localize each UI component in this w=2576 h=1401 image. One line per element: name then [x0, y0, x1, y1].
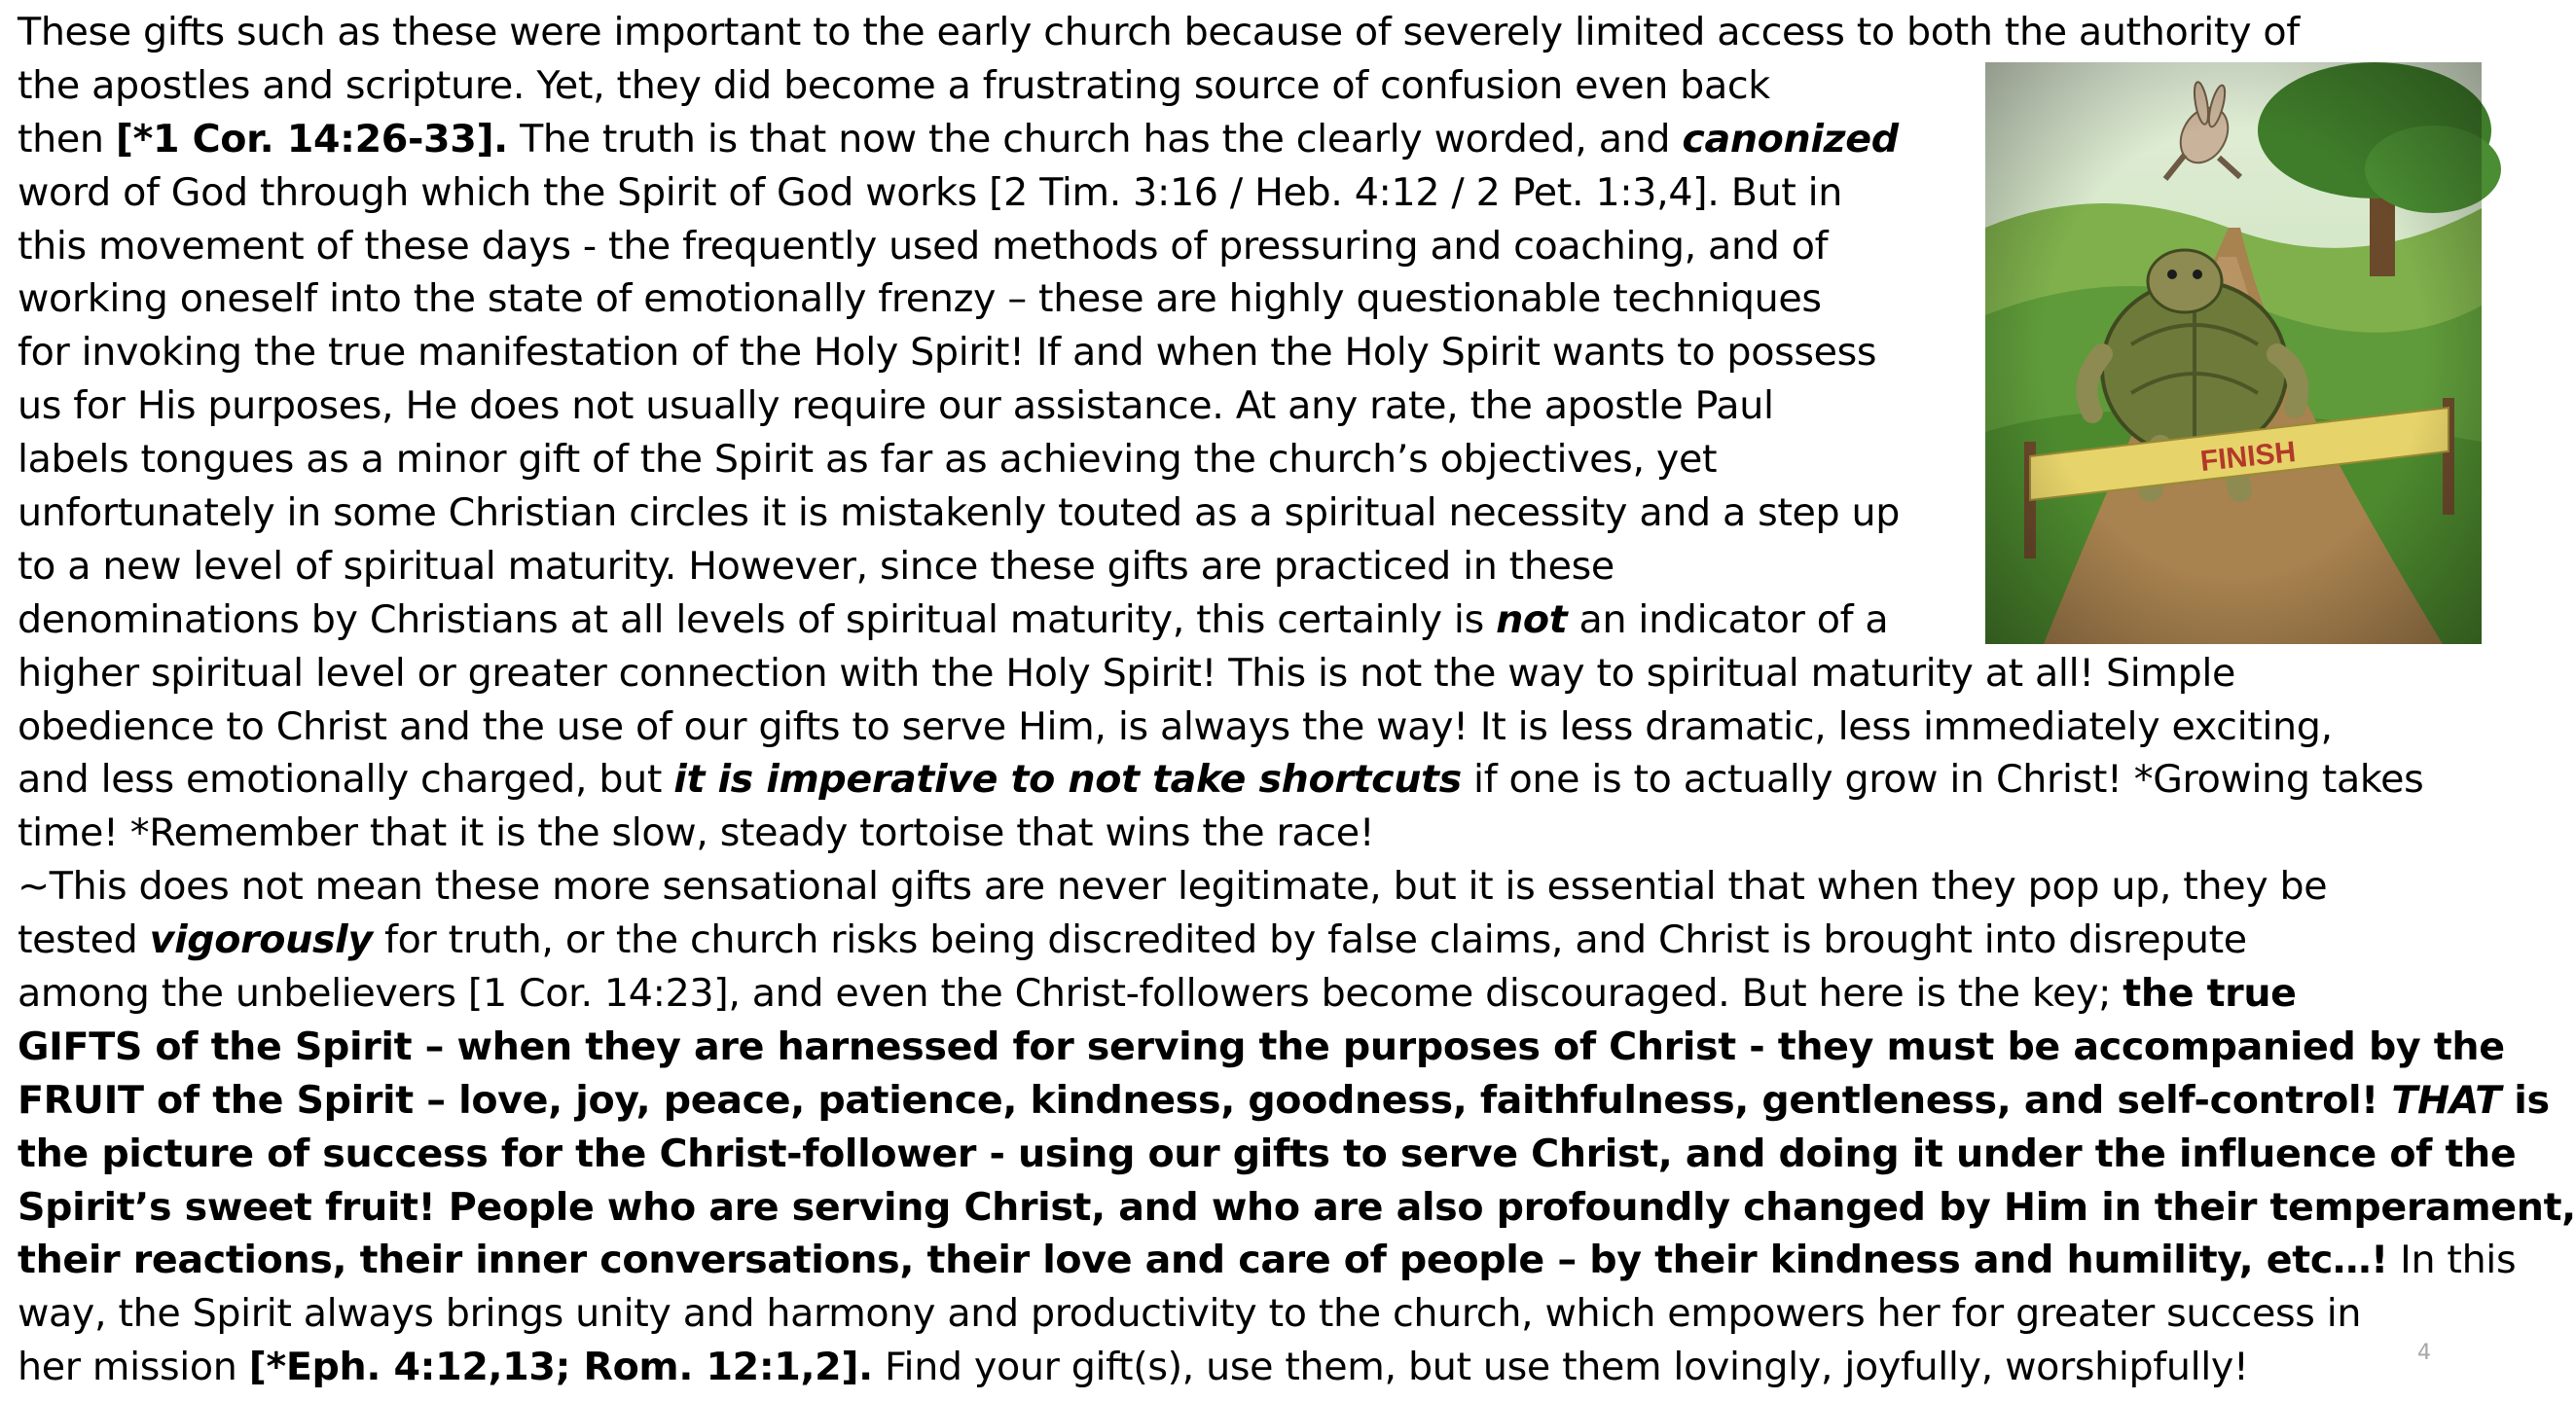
text-line: [18, 807, 2480, 860]
text-run: GIFTS of the Spirit – when they are harnessed for serving the purposes of Christ - they must be accompanied by the: [18, 1024, 2505, 1069]
text-run: and less emotionally charged, but: [18, 757, 674, 803]
text-run: us for His purposes, He does not usually require our assistance. At any rate, the apostle Paul: [18, 383, 1774, 429]
text-run: [150, 917, 373, 962]
text-run: the apostles and scripture. Yet, they did become a frustrating source of confusion even back: [18, 62, 1770, 108]
text-run: The truth is that now the church has the clearly worded, and: [507, 116, 1683, 162]
text-run: for invoking the true manifestation of the Holy Spirit! If and when the Holy Spirit wants to possess: [18, 330, 1877, 376]
page-number: 4: [2417, 1341, 2431, 1365]
text-run: the true: [2122, 971, 2297, 1017]
text-run: Find your gift(s), use them, but use them lovingly, joyfully, worshipfully!: [872, 1345, 2249, 1390]
text-run: These gifts such as these were important to the early church because of severely limited access to both the authority of: [18, 10, 2300, 54]
text-line: [18, 1181, 2576, 1235]
text-line: [18, 1074, 2550, 1128]
text-line: [18, 914, 2480, 967]
text-run: labels tongues as a minor gift of the Spirit as far as achieving the church’s objectives, yet: [18, 437, 1718, 483]
text-run: then: [18, 116, 116, 162]
text-line: [18, 1021, 2505, 1074]
text-run: higher spiritual level or greater connection with the Holy Spirit! This is not the way to spiritual maturity at all! Simple: [18, 650, 2236, 696]
text-line: [18, 647, 2480, 700]
text-run: to a new level of spiritual maturity. However, since these gifts are practiced in these: [18, 543, 1615, 589]
text-line: [18, 1287, 2480, 1341]
text-run: unfortunately in some Christian circles it is mistakenly touted as a spiritual necessity and a step up: [18, 490, 1901, 536]
text-run: is: [2500, 1077, 2550, 1123]
tortoise-and-hare-illustration: [1985, 62, 2482, 644]
text-run: if one is to actually grow in Christ! *Growing takes: [1461, 757, 2424, 803]
text-run: [*Eph. 4:12,13; Rom. 12:1,2].: [248, 1345, 873, 1390]
text-run: [1496, 597, 1567, 642]
text-line: [18, 6, 2480, 59]
text-line: [18, 753, 2480, 807]
text-run: [1682, 117, 1898, 162]
text-run: denominations by Christians at all levels of spiritual maturity, this certainly is: [18, 596, 1497, 642]
text-run: her mission: [18, 1345, 249, 1390]
text-line: [18, 860, 2480, 914]
text-line: [18, 1128, 2517, 1181]
emphasis-text: THAT: [2391, 1077, 2501, 1123]
text-run: the picture of success for the Christ-follower - using our gifts to serve Christ, and doing it under the influence of the: [18, 1131, 2517, 1176]
text-run: Spirit’s sweet fruit! People who are serving Christ, and who are also profoundly changed by Him in their temperament,: [18, 1184, 2576, 1230]
emphasis-text: vigorously: [149, 917, 373, 963]
text-run: [2391, 1078, 2501, 1123]
text-run: obedience to Christ and the use of our gifts to serve Him, is always the way! It is less dramatic, less immediately exciting,: [18, 703, 2333, 749]
emphasis-text: it is imperative to not take shortcuts: [673, 757, 1462, 803]
text-run: among the unbelievers [1 Cor. 14:23], and even the Christ-followers become discouraged. But here is the key;: [18, 971, 2123, 1017]
text-run: word of God through which the Spirit of God works [2 Tim. 3:16 / Heb. 4:12 / 2 Pet. 1:3,4]. But in: [18, 169, 1843, 215]
text-run: [673, 757, 1462, 802]
text-run: time! *Remember that it is the slow, steady tortoise that wins the race!: [18, 810, 1375, 856]
text-line: [18, 1341, 2480, 1394]
text-run: In this: [2387, 1238, 2517, 1283]
text-run: for truth, or the church risks being discredited by false claims, and Christ is brought into disrepute: [372, 917, 2247, 963]
text-run: working oneself into the state of emotionally frenzy – these are highly questionable techniques: [18, 276, 1822, 322]
text-run: an indicator of a: [1567, 596, 1889, 642]
text-run: ~This does not mean these more sensational gifts are never legitimate, but it is essential that when they pop up, they be: [18, 864, 2328, 910]
text-run: this movement of these days - the frequently used methods of pressuring and coaching, and of: [18, 223, 1829, 269]
text-run: way, the Spirit always brings unity and harmony and productivity to the church, which empowers her for greater success in: [18, 1291, 2362, 1337]
text-run: their reactions, their inner conversations, their love and care of people – by their kindness and humility, etc…!: [18, 1238, 2388, 1283]
emphasis-text: canonized: [1682, 116, 1899, 162]
text-run: tested: [18, 917, 150, 963]
tortoise-and-hare-icon: [1985, 62, 2482, 644]
text-run: FRUIT of the Spirit – love, joy, peace, patience, kindness, goodness, faithfulness, gentleness, and self-control!: [18, 1077, 2392, 1123]
text-line: [18, 700, 2480, 754]
text-line: [18, 1234, 2517, 1287]
text-run: [*1 Cor. 14:26-33].: [115, 116, 508, 162]
text-line: [18, 967, 2480, 1021]
emphasis-text: not: [1496, 596, 1568, 642]
